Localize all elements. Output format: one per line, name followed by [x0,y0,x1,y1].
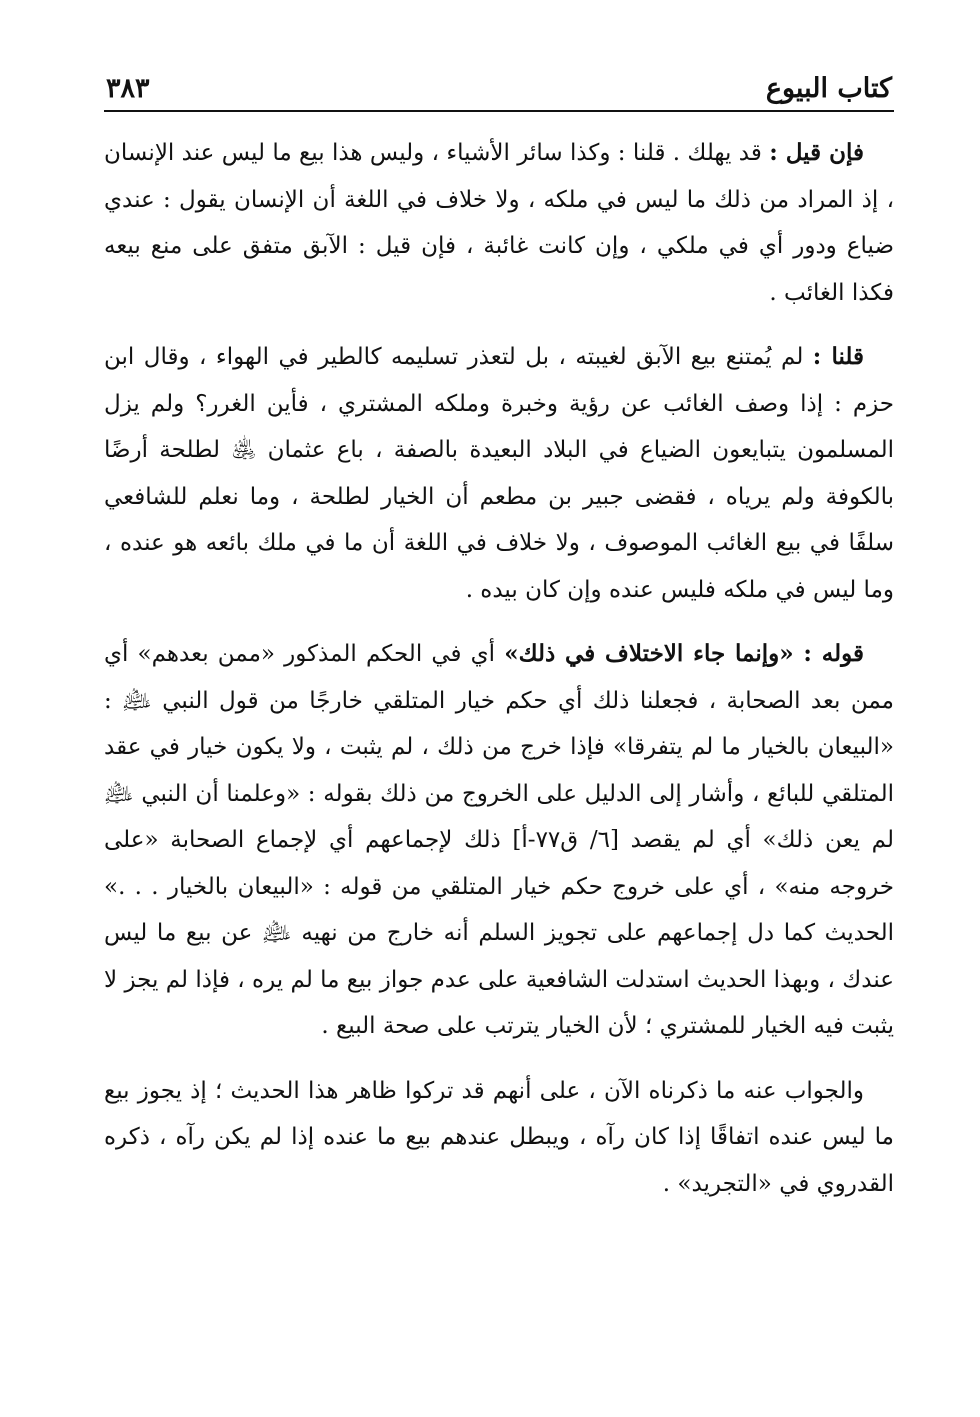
paragraph-text: قد يهلك . قلنا : وكذا سائر الأشياء ، وليس هذا بيع ما ليس عند الإنسان ، إذ المراد من ذلك ما ليس في ملكه ، ولا خلاف في اللغة أن الإنسان يقول : عندي ضياع ودور أي في ملكي ، وإن كانت غائبة ، فإن قيل : الآبق متفق على منع بيعه فكذا الغائب . [104,140,894,306]
paragraph-lead: فإن قيل : [769,139,864,166]
paragraph-2 [104,334,894,613]
paragraph-text: أي في الحكم المذكور «ممن بعدهم» أي ممن بعد الصحابة ، فجعلنا ذلك أي حكم خيار المتلقي خارجًا من قول النبي ﵇ : «البيعان بالخيار ما لم يتفرقا» فإذا خرج من ذلك ، لم يثبت ، ولا يكون خيار في عقد المتلقي للبائع ، وأشار إلى الدليل على الخروج من ذلك بقوله : «وعلمنا أن النبي ﵇ لم يعن ذلك» أي لم يقصد [٦/ ق٧٧-أ] ذلك لإجماعهم أي لإجماع الصحابة «على خروجه منه» ، أي على خروج حكم خيار المتلقي من قوله : «البيعان بالخيار . . .» الحديث كما دل إجماعهم على تجويز السلم أنه خارج من نهيه ﵇ عن بيع ما ليس عندك ، وبهذا الحديث استدلت الشافعية على عدم جواز بيع ما لم يره ، فإذا لم يجز لا يثبت فيه الخيار للمشتري ؛ لأن الخيار يترتب على صحة البيع . [104,641,894,1039]
paragraph-text: والجواب عنه ما ذكرناه الآن ، على أنهم قد تركوا ظاهر هذا الحديث ؛ إذ يجوز بيع ما ليس عنده اتفاقًا إذا كان رآه ، ويبطل عندهم بيع ما عنده إذا لم يكن رآه ، ذكره القدروي في «التجريد» . [104,1077,894,1197]
page-number: ٣٨٣ [106,73,150,104]
page-body [104,130,894,1207]
paragraph-text: لم يُمتنع بيع الآبق لغيبته ، بل لتعذر تسليمه كالطير في الهواء ، وقال ابن حزم : إذا وصف الغائب عن رؤية وخبرة وملكه المشتري ، فأين الغرر؟ ولم يزل المسلمون يتبايعون الضياع في البلاد البعيدة بالصفة ، باع عثمان ﵁ لطلحة أرضًا بالكوفة ولم يرياه ، فقضى جبير بن مطعم أن الخيار لطلحة ، وما نعلم للشافعي سلفًا في بيع الغائب الموصوف ، ولا خلاف في اللغة أن ما في ملك بائعه هو عنده ، وما ليس في ملكه فليس عنده وإن كان بيده . [104,344,894,603]
paragraph-4 [104,1068,894,1208]
book-title: كتاب البيوع [765,73,892,104]
running-header [104,58,894,112]
paragraph-lead: قوله : «وإنما جاء الاختلاف في ذلك» [504,640,864,667]
paragraph-lead: قلنا : [812,343,864,370]
paragraph-3 [104,631,894,1050]
document-page [104,58,894,1225]
paragraph-1 [104,130,894,316]
